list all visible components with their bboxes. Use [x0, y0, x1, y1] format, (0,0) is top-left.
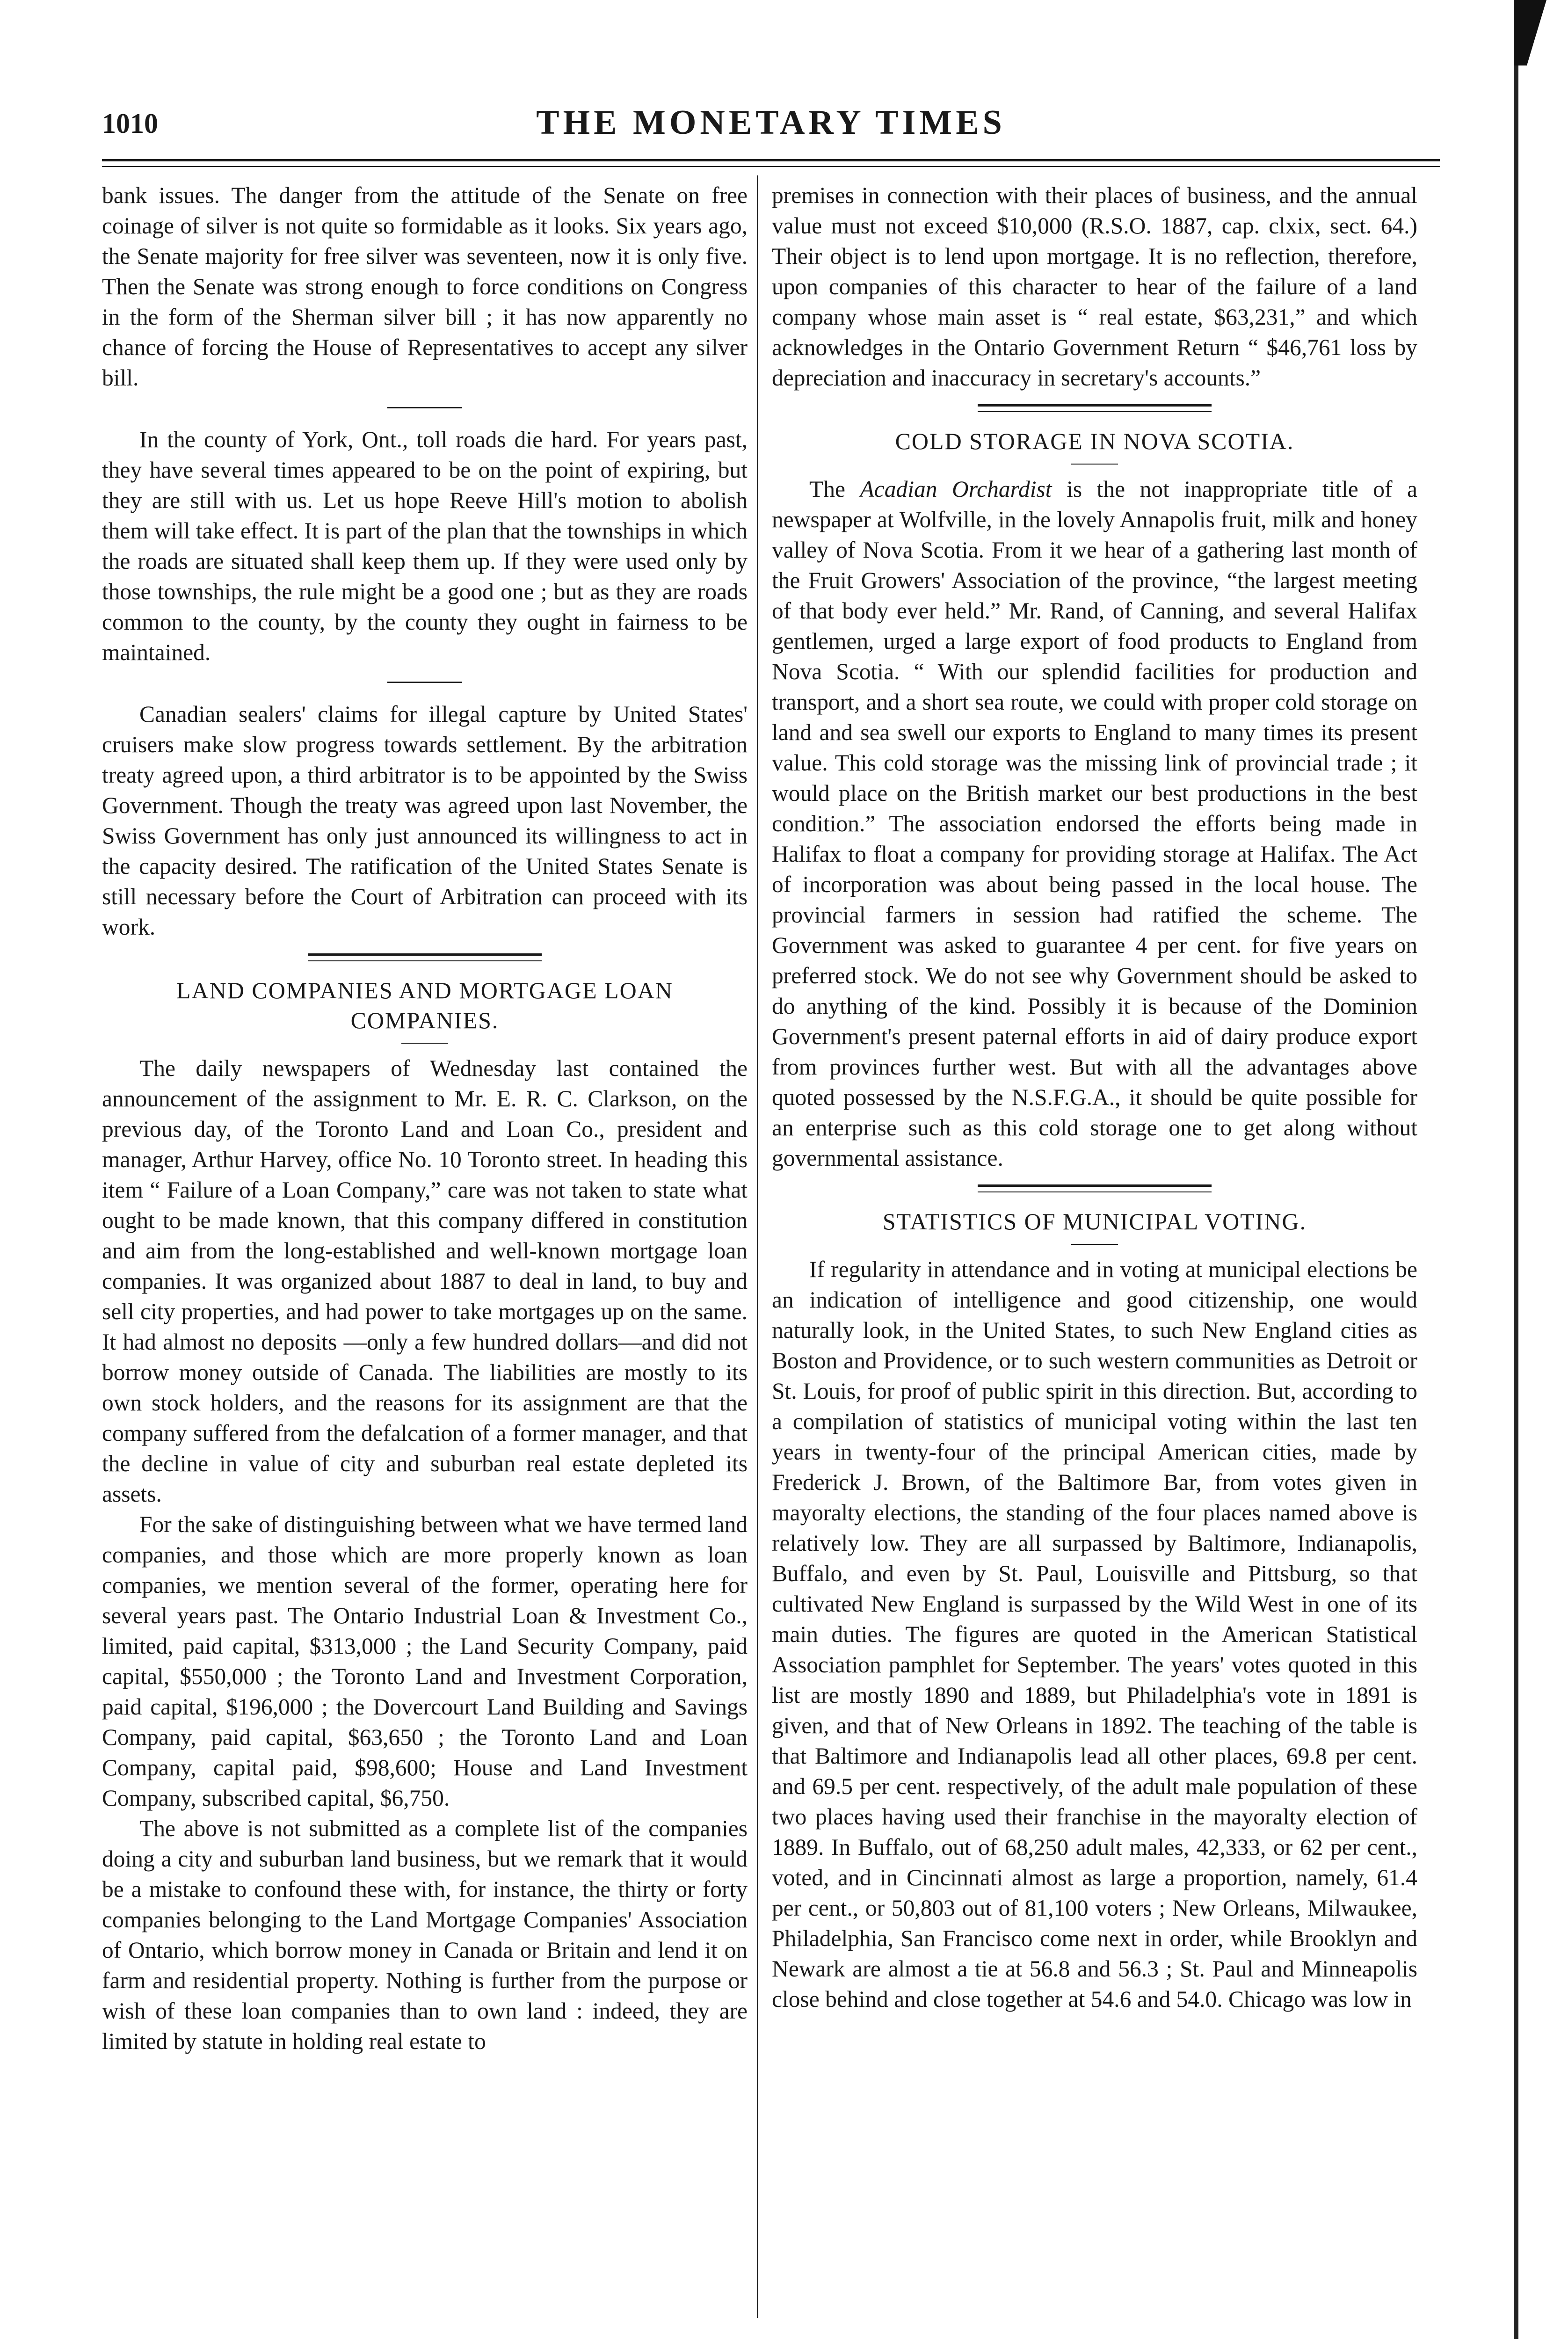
header-rule-thick: [102, 159, 1440, 161]
column-divider: [757, 175, 758, 2318]
publication-title: Acadian Orchardist: [860, 476, 1052, 502]
heading-underline: [1071, 1244, 1118, 1245]
paragraph-sealers-claims: Canadian sealers' claims for illegal capture by United States' cruisers make slow progress towards settlement. By the arbitration treaty agreed upon, a third arbitrator is to be appointed by the Swiss Government. Though the treaty was agreed upon last November, the Swiss Government has only just announced its willingness to act in the capacity desired. The ratification of the United States Senate is still necessary before the Court of Arbitration can proceed with its work.: [102, 701, 748, 940]
paragraph-toronto-land-loan: The daily newspapers of Wednesday last contained the announcement of the assignment to Mr. E. R. C. Clarkson, on the previous day, of the Toronto Land and Loan Co., president and manager, Arthur Harvey, office No. 10 Toronto street. In heading this item “ Failure of a Loan Company,” care was not taken to state what ought to be made known, that this company differed in constitution and aim from the long-established and well-known mortgage loan companies. It was organized about 1887 to deal in land, to buy and sell city properties, and had power to take mortgages up on the same. It had almost no deposits —only a few hundred dollars—and did not borrow money outside of Canada. The liabilities are mostly to its own stock holders, and the reasons for its assignment are that the company suffered from the defalcation of a former manager, and that the decline in value of city and suburban real estate depleted its assets.: [102, 1055, 748, 1507]
header-rule-thin: [102, 166, 1440, 167]
paragraph-toll-roads: In the county of York, Ont., toll roads die hard. For years past, they have several times appeared to be on the point of expiring, but they are still with us. Let us hope Reeve Hill's motion to abolish them will take effect. It is part of the plan that the townships in which the roads are situated shall keep them up. If they were used only by those townships, the rule might be a good one ; but as they are roads common to the county, by the county they ought in fairness to be maintained.: [102, 427, 748, 665]
heading-cold-storage: COLD STORAGE IN NOVA SCOTIA.: [895, 428, 1294, 454]
page-number: 1010: [102, 108, 158, 139]
masthead-title: THE MONETARY TIMES: [536, 103, 1006, 142]
heading-underline: [401, 1043, 448, 1044]
paragraph-senate-silver: bank issues. The danger from the attitude of the Senate on free coinage of silver is not quite so formidable as it looks. Six years ago, the Senate majority for free silver was seventeen, now it is only five. Then the Senate was strong enough to force conditions on Congress in the form of the Sherman silver bill ; it has now apparently no chance of forcing the House of Representatives to accept any silver bill.: [102, 182, 748, 391]
section-separator: [308, 953, 542, 961]
paragraph-municipal-voting: If regularity in attendance and in voting at municipal elections be an indication of intelligence and good citizenship, one would naturally look, in the United States, to such New England cities as Boston and Providence, or to such western communities as Detroit or St. Louis, for proof of public spirit in this direction. But, according to a compilation of statistics of municipal voting within the last ten years in twenty-four of the principal American cities, made by Frederick J. Brown, of the Baltimore Bar, from votes given in mayoralty elections, the standing of the four places named above is relatively low. They are all surpassed by Baltimore, Indianapolis, Buffalo, and even by St. Paul, Louisville and Pittsburg, so that cultivated New England is surpassed by the Wild West in one of its main duties. The figures are quoted in the American Statistical Association pamphlet for September. The years' votes quoted in this list are mostly 1890 and 1889, but Philadelphia's vote in 1891 is given, and that of New Orleans in 1892. The teaching of the table is that Baltimore and Indianapolis lead all other places, 69.8 per cent. and 69.5 per cent. respectively, of the adult male population of these two places having used their franchise in the mayoralty election of 1889. In Buffalo, out of 68,250 adult males, 42,333, or 62 per cent., voted, and in Cincinnati almost as large a proportion, namely, 61.4 per cent., or 50,803 out of 81,100 voters ; New Orleans, Milwaukee, Philadelphia, San Francisco come next in order, while Brooklyn and Newark are almost a tie at 56.8 and 56.3 ; St. Paul and Minneapolis close behind and close together at 54.6 and 54.0. Chicago was low in: [772, 1257, 1417, 2012]
paragraph-statute-limits: premises in connection with their places of business, and the annual value must not exceed $10,000 (R.S.O. 1887, cap. clxix, sect. 64.) Their object is to lend upon mortgage. It is no reflection, therefore, upon companies of this character to hear of the failure of a land company whose main asset is “ real estate, $63,231,” and which acknowledges in the Ontario Government Return “ $46,761 loss by depreciation and inaccuracy in secretary's accounts.”: [772, 182, 1417, 391]
text-lead: The: [809, 476, 860, 502]
section-separator: [978, 404, 1212, 412]
paragraph-land-companies-list: For the sake of distinguishing between what we have termed land companies, and those which are more properly known as loan companies, we mention several of the former, operating here for several years past. The Ontario Industrial Loan & Investment Co., limited, paid capital, $313,000 ; the Land Security Company, paid capital, $550,000 ; the Toronto Land and Investment Corporation, paid capital, $196,000 ; the Dovercourt Land Building and Savings Company, paid capital, $63,650 ; the Toronto Land and Loan Company, capital paid, $98,600; House and Land Investment Company, subscribed capital, $6,750.: [102, 1511, 748, 1811]
paragraph-loan-companies: The above is not submitted as a complete list of the companies doing a city and suburban land business, but we remark that it would be a mistake to confound these with, for instance, the thirty or forty companies belonging to the Land Mortgage Companies' Association of Ontario, which borrow money in Canada or Britain and lend it on farm and residential property. Nothing is further from the purpose or wish of these loan companies than to own land : indeed, they are limited by statute in holding real estate to: [102, 1816, 748, 2054]
page-edge-shadow: [1514, 0, 1518, 2339]
running-head: [102, 103, 1440, 154]
item-separator: [387, 682, 462, 683]
right-column: [772, 180, 1417, 2014]
heading-municipal-voting: STATISTICS OF MUNICIPAL VOTING.: [882, 1208, 1307, 1235]
heading-land-companies: LAND COMPANIES AND MORTGAGE LOAN COMPANIES.: [176, 977, 673, 1033]
left-column: [102, 180, 748, 2056]
item-separator: [387, 407, 462, 408]
page-corner-mark: [1514, 0, 1546, 65]
heading-underline: [1071, 464, 1118, 465]
text-body: is the not inappropriate title of a newspaper at Wolfville, in the lovely Annapolis fruit, milk and honey valley of Nova Scotia. From it we hear of a gathering last month of the Fruit Growers' Association of the province, “the largest meeting of that body ever held.” Mr. Rand, of Canning, and several Halifax gentlemen, urged a large export of food products to England from Nova Scotia. “ With our splendid facilities for production and transport, and a short sea route, we could with proper cold storage on land and sea swell our exports to England to many times its present value. This cold storage was the missing link of provincial trade ; it would place on the British market our best productions in the best condition.” The association endorsed the efforts being made in Halifax to float a company for providing storage at Halifax. The Act of incorporation was about being passed in the local house. The provincial farmers in session had ratified the scheme. The Government was asked to guarantee 4 per cent. for five years on preferred stock. We do not see why Government should be asked to do anything of the kind. Possibly it is because of the Dominion Government's present paternal efforts in aid of dairy produce export from provinces further west. But with all the advantages above quoted possessed by the N.S.F.G.A., it should be quite possible for an enterprise such as this cold storage one to get along without governmental assistance.: [772, 476, 1417, 1171]
paragraph-cold-storage: [772, 474, 1417, 1173]
section-separator: [978, 1184, 1212, 1192]
